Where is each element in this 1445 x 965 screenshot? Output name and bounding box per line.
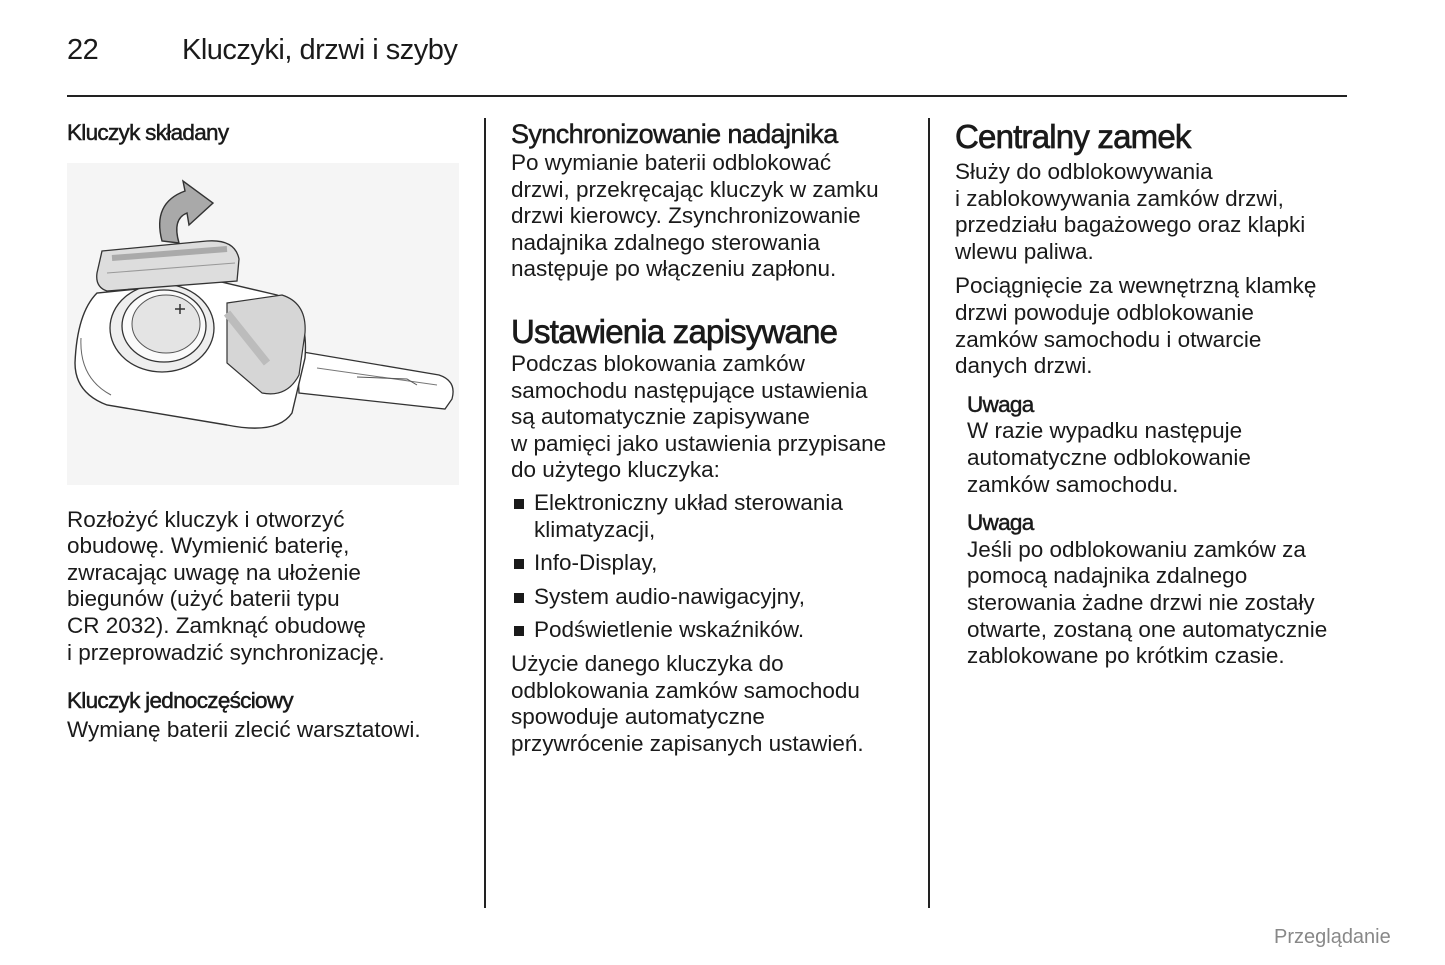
heading-folding-key: Kluczyk składany (67, 120, 229, 145)
heading-saved-settings: Ustawienia zapisywane (511, 312, 838, 350)
header-rule (67, 95, 1347, 97)
column-divider-2 (928, 118, 930, 908)
para-one-piece-key: Wymianę baterii zlecić warsztatowi. (67, 716, 421, 742)
list-item: Podświetlenie wskaźników. (511, 617, 916, 644)
bullet-square-icon (514, 626, 524, 636)
heading-transmitter-sync: Synchronizowanie nadajnika (511, 119, 838, 149)
note-body: W razie wypadku następuje automatyczne odblokowanie zamków samochodu. (967, 418, 1251, 497)
column-1 (67, 118, 467, 743)
note-body: Jeśli po odblokowaniu zamków za pomocą nadajnika zdalnego sterowania żadne drzwi nie zostały otwarte, zostaną one automatycznie zablokowane po krótkim czasie. (967, 536, 1328, 669)
para-central-locking-purpose: Służy do odblokowywania i zablokowywania zamków drzwi, przedziału bagażowego oraz klapki wlewu paliwa. (955, 159, 1306, 264)
para-restore-settings: Użycie danego kluczyka do odblokowania zamków samochodu spowoduje automatyczne przywrócenie zapisanych ustawień. (511, 650, 864, 756)
folding-key-battery-illustration (67, 163, 459, 485)
bullet-square-icon (514, 593, 524, 603)
list-item: Elektroniczny układ sterowania klimatyzacji, (511, 490, 916, 543)
page-number: 22 (67, 34, 99, 66)
list-item: Info-Display, (511, 550, 916, 577)
bullet-square-icon (514, 559, 524, 569)
column-2 (511, 118, 916, 757)
heading-one-piece-key: Kluczyk jednoczęściowy (67, 688, 293, 714)
column-3 (955, 118, 1355, 670)
para-folding-key-instructions: Rozłożyć kluczyk i otworzyć obudowę. Wymienić baterię, zwracając uwagę na ułożenie biegunów (użyć baterii typu CR 2032). Zamknąć obudowę i przeprowadzić synchronizację. (67, 506, 385, 665)
note-auto-relock (967, 510, 1355, 670)
note-accident (967, 392, 1355, 498)
column-divider-1 (484, 118, 486, 908)
footer-label: Przeglądanie (1274, 926, 1391, 948)
note-title: Uwaga (967, 510, 1034, 536)
para-transmitter-sync: Po wymianie baterii odblokować drzwi, przekręcając kluczyk w zamku drzwi kierowcy. Zsynchronizowanie nadajnika zdalnego sterowania następuje po włączeniu zapłonu. (511, 150, 879, 282)
page-title: Kluczyki, drzwi i szyby (182, 34, 458, 66)
list-item: System audio-nawigacyjny, (511, 584, 916, 611)
saved-settings-list (511, 490, 916, 644)
heading-central-locking: Centralny zamek (955, 118, 1191, 155)
note-title: Uwaga (967, 391, 1034, 417)
para-saved-settings: Podczas blokowania zamków samochodu następujące ustawienia są automatycznie zapisywane w pamięci jako ustawienia przypisane do użytego kluczyka: (511, 350, 887, 483)
bullet-square-icon (514, 499, 524, 509)
para-inner-handle: Pociągnięcie za wewnętrzną klamkę drzwi powoduje odblokowanie zamków samochodu i otwarcie danych drzwi. (955, 273, 1317, 379)
